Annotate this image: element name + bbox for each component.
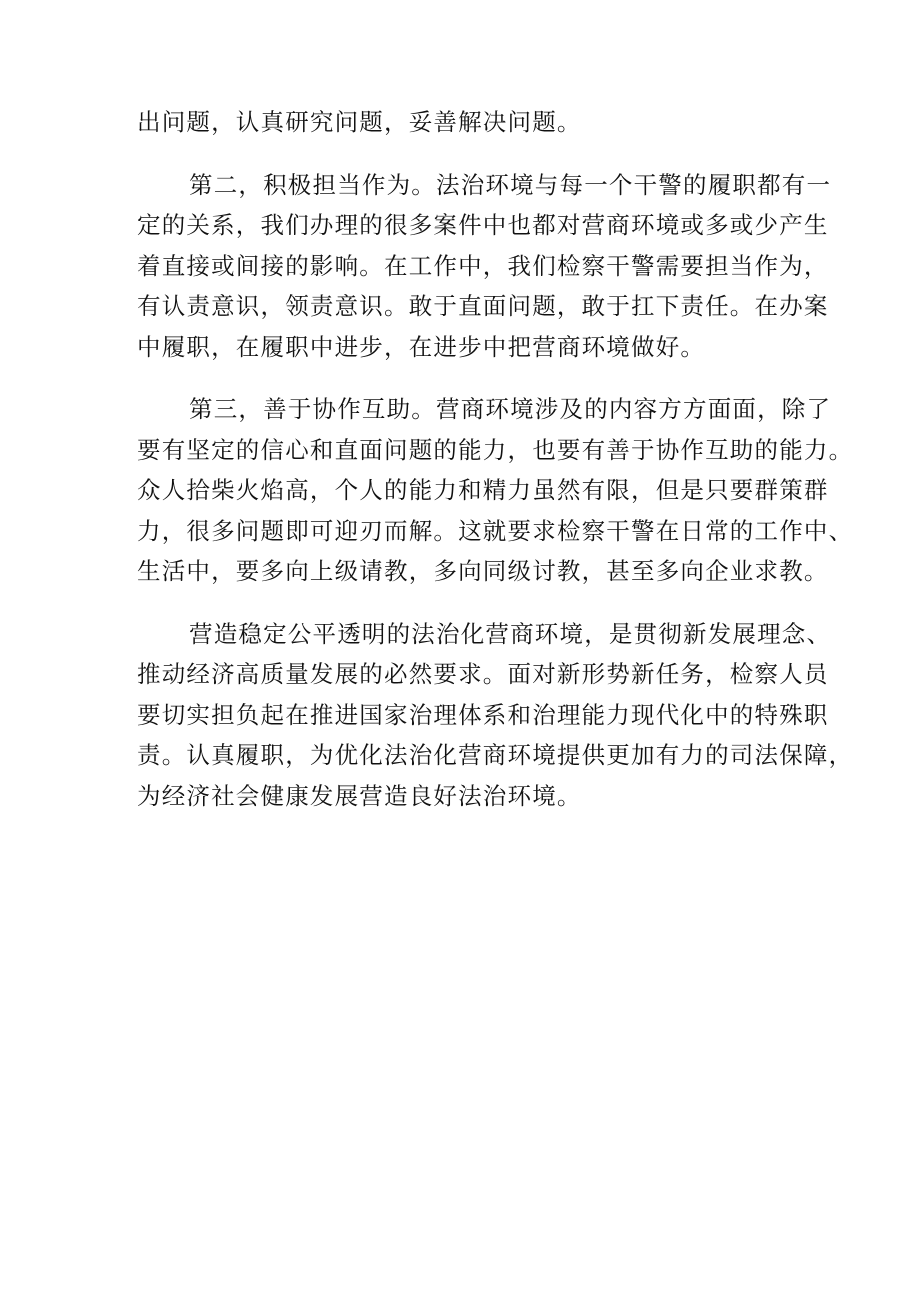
text-line: 第二，积极担当作为。法治环境与每一个干警的履职都有一 bbox=[189, 170, 832, 199]
text-line: 推动经济高质量发展的必然要求。面对新形势新任务，检察人员 bbox=[137, 660, 829, 688]
text-line: 力，很多问题即可迎刃而解。这就要求检察干警在日常的工作中、 bbox=[137, 516, 854, 545]
paragraph-continuation bbox=[137, 102, 797, 143]
text-line: 定的关系，我们办理的很多案件中也都对营商环境或多或少产生 bbox=[137, 211, 829, 239]
text-line: 众人拾柴火焰高，个人的能力和精力虽然有限，但是只要群策群 bbox=[137, 476, 829, 504]
paragraph-gap bbox=[137, 592, 797, 614]
text-line: 中履职，在履职中进步，在进步中把营商环境做好。 bbox=[137, 332, 706, 361]
document-body bbox=[137, 102, 854, 816]
text-line: 责。认真履职，为优化法治化营商环境提供更加有力的司法保障， bbox=[137, 741, 854, 769]
text-line: 生活中，要多向上级请教，多向同级讨教，甚至多向企业求教。 bbox=[137, 557, 829, 585]
text-line: 要有坚定的信心和直面问题的能力，也要有善于协作互助的能力。 bbox=[137, 435, 854, 464]
text-line: 为经济社会健康发展营造良好法治环境。 bbox=[137, 781, 582, 810]
paragraph-gap bbox=[137, 367, 797, 389]
paragraph-third-point bbox=[137, 389, 854, 592]
text-line: 着直接或间接的影响。在工作中，我们检察干警需要担当作为， bbox=[137, 251, 829, 280]
paragraph-gap bbox=[137, 143, 797, 165]
paragraph-second-point bbox=[137, 165, 832, 368]
text-line: 营造稳定公平透明的法治化营商环境，是贯彻新发展理念、 bbox=[189, 619, 832, 648]
text-line: 有认责意识，领责意识。敢于直面问题，敢于扛下责任。在办案 bbox=[137, 292, 829, 320]
text-line: 要切实担负起在推进国家治理体系和治理能力现代化中的特殊职 bbox=[137, 700, 829, 729]
text-line: 出问题，认真研究问题，妥善解决问题。 bbox=[137, 108, 582, 136]
paragraph-conclusion bbox=[137, 614, 854, 817]
text-line: 第三，善于协作互助。营商环境涉及的内容方方面面，除了 bbox=[189, 395, 832, 423]
